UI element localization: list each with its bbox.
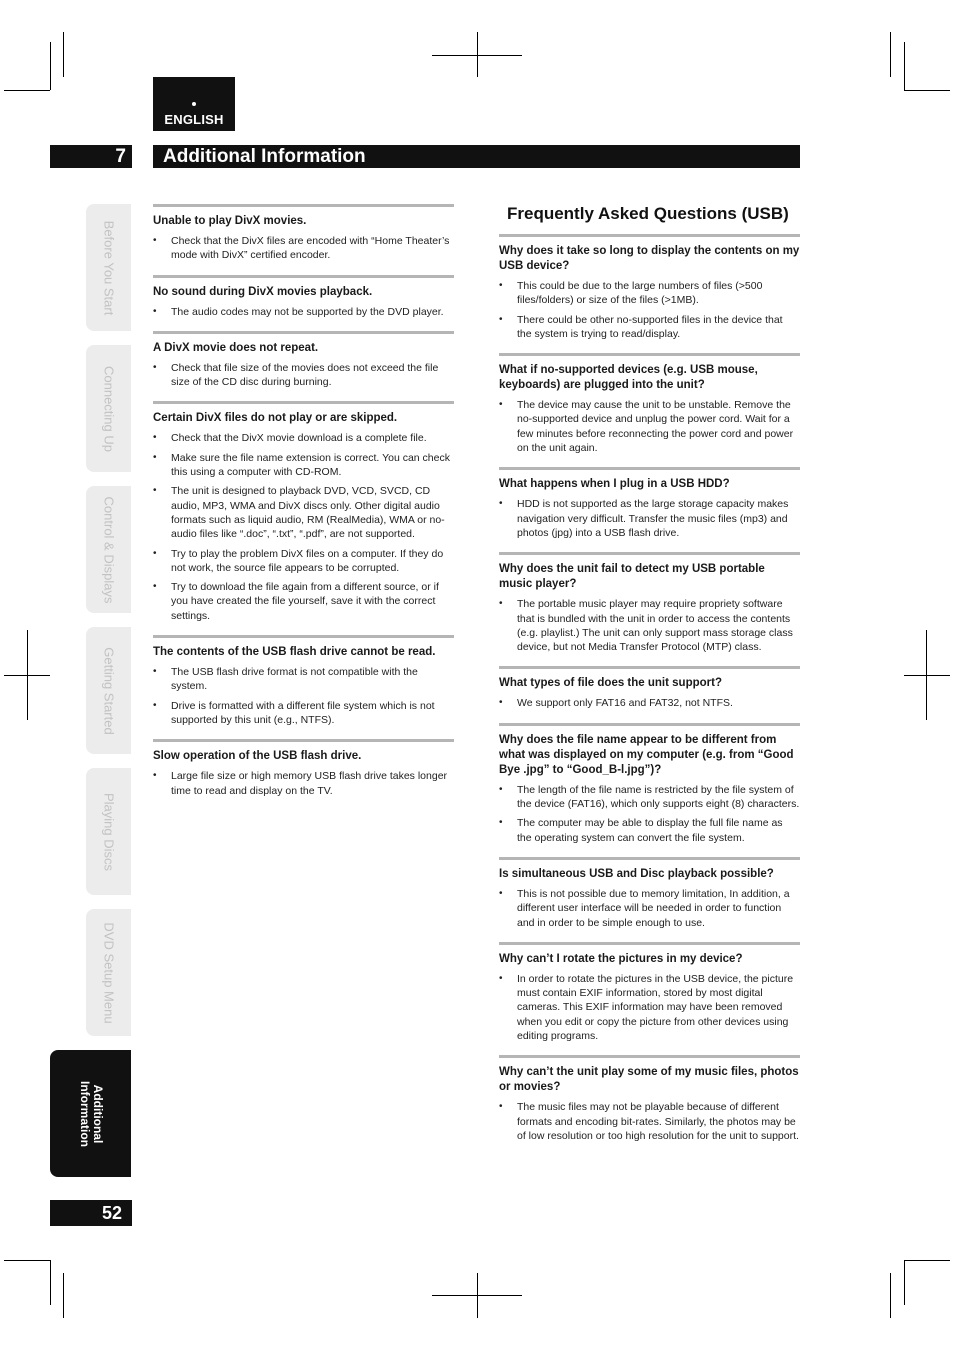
- side-tab-playing-discs[interactable]: [86, 768, 131, 895]
- list-item: • Try to download the file again from a different source, or if you have created the file yourself, save it with the correct settings.: [153, 580, 454, 623]
- section-title: Certain DivX files do not play or are skipped.: [153, 412, 398, 425]
- faq-item: [499, 942, 800, 1043]
- side-tab-dvd-setup-menu[interactable]: [86, 909, 131, 1036]
- faq-question: What happens when I plug in a USB HDD?: [499, 478, 730, 491]
- chapter-title: Additional Information: [153, 145, 800, 168]
- side-tab-label: Before You Start: [101, 220, 116, 315]
- faq-question: Why can’t I rotate the pictures in my device?: [499, 952, 743, 965]
- faq-question: What types of file does the unit support?: [499, 677, 722, 690]
- list-item: • The computer may be able to display the full file name as the operating system can convert the file system.: [499, 816, 800, 845]
- faq-column: [499, 200, 800, 1155]
- faq-item: [499, 1055, 800, 1143]
- section-title: A DivX movie does not repeat.: [153, 341, 319, 354]
- side-tab-label: DVD Setup Menu: [101, 921, 116, 1024]
- section-title: No sound during DivX movies playback.: [153, 285, 373, 298]
- side-tab-additional-information[interactable]: [50, 1050, 131, 1177]
- side-tab-label: Additional Information: [77, 1080, 105, 1147]
- list-item: • In order to rotate the pictures in the USB device, the picture must contain EXIF information, stored by most digital cameras. This EXIF information may have been removed when you edit or copy the picture from other devices using editing programs.: [499, 972, 800, 1043]
- list-item: • Drive is formatted with a different file system which is not supported by this unit (e.g., NTFS).: [153, 699, 454, 728]
- section: [153, 331, 454, 390]
- list-item: • We support only FAT16 and FAT32, not NTFS.: [499, 696, 800, 710]
- faq-item: [499, 552, 800, 654]
- list-item: • The length of the file name is restricted by the file system of the device (FAT16), which only supports eight (8) characters.: [499, 783, 800, 812]
- list-item: • Check that file size of the movies does not exceed the file size of the CD disc during burning.: [153, 361, 454, 390]
- list-item: • The USB flash drive format is not compatible with the system.: [153, 665, 454, 694]
- section-title: The contents of the USB flash drive cannot be read.: [153, 646, 436, 659]
- list-item: • This is not possible due to memory limitation, In addition, a different user interface will be needed in order to function and in order to be simple enough to use.: [499, 887, 800, 930]
- list-item: • The portable music player may require propriety software that is bundled with the unit in order to access the contents (e.g. playlist.) The unit can only support mass storage class device, but not Media Transfer Protocol (MTP) class.: [499, 597, 800, 654]
- faq-item: [499, 353, 800, 455]
- side-tab-control-displays[interactable]: [86, 486, 131, 613]
- faq-question: Is simultaneous USB and Disc playback possible?: [499, 867, 774, 880]
- section: [153, 401, 454, 623]
- list-item: • The device may cause the unit to be unstable. Remove the no-supported device and unplug the power cord. Wait for a few minutes before reconnecting the power cord and power on the unit again.: [499, 398, 800, 455]
- section-title: Unable to play DivX movies.: [153, 215, 307, 227]
- faq-item: [499, 234, 800, 341]
- list-item: • Check that the DivX files are encoded with “Home Theater’s mode with DivX” certified encoder.: [153, 234, 454, 263]
- list-item: • The music files may not be playable because of different formats and encoding bit-rates. Similarly, the photos may be of low resolution or too high resolution for the unit to support.: [499, 1100, 800, 1143]
- faq-question: Why does it take so long to display the contents on my USB device?: [499, 245, 800, 272]
- section: [153, 739, 454, 798]
- side-tab-label: Getting Started: [101, 646, 116, 735]
- list-item: • Check that the DivX movie download is a complete file.: [153, 431, 454, 445]
- side-tab-getting-started[interactable]: [86, 627, 131, 754]
- side-tab-label: Control & Displays: [101, 496, 116, 603]
- side-tab-before-you-start[interactable]: [86, 204, 131, 331]
- faq-question: Why can’t the unit play some of my music files, photos or movies?: [499, 1066, 799, 1094]
- side-tab-label: Playing Discs: [101, 792, 116, 871]
- side-tab-connecting-up[interactable]: [86, 345, 131, 472]
- list-item: • HDD is not supported as the large storage capacity makes navigation very difficult. Transfer the music files (mp3) and photos (jpg) into a USB flash drive.: [499, 497, 800, 540]
- list-item: • Large file size or high memory USB flash drive takes longer time to read and display on the TV.: [153, 769, 454, 798]
- faq-question: Why does the unit fail to detect my USB portable music player?: [499, 563, 765, 591]
- side-tab-label: Connecting Up: [101, 365, 116, 452]
- list-item: • The audio codes may not be supported by the DVD player.: [153, 305, 454, 319]
- faq-item: [499, 857, 800, 930]
- section: [153, 204, 454, 263]
- faq-item: [499, 666, 800, 710]
- list-item: • Try to play the problem DivX files on a computer. If they do not work, the source file appears to be corrupted.: [153, 547, 454, 576]
- list-item: • Make sure the file name extension is correct. You can check this using a computer with CD-ROM.: [153, 451, 454, 480]
- faq-item: [499, 723, 800, 845]
- chapter-number: 7: [50, 145, 132, 168]
- page-number: 52: [50, 1200, 132, 1226]
- faq-item: [499, 467, 800, 540]
- language-tab: [153, 77, 235, 131]
- list-item: • The unit is designed to playback DVD, VCD, SVCD, CD audio, MP3, WMA and DivX discs only. Other digital audio formats such as liquid audio, RM (RealMedia), WMA or no-audio files like “.doc”, “.txt”, “.pdf”, are not supported.: [153, 484, 454, 541]
- faq-heading: Frequently Asked Questions (USB): [507, 204, 789, 223]
- list-item: • This could be due to the large numbers of files (>500 files/folders) or size of the files (>1MB).: [499, 279, 800, 308]
- language-label: ENGLISH: [164, 112, 224, 127]
- section-title: Slow operation of the USB flash drive.: [153, 750, 362, 763]
- bullet-dot-icon: [192, 102, 196, 106]
- troubleshooting-column: [153, 204, 454, 810]
- faq-question: What if no-supported devices (e.g. USB mouse, keyboards) are plugged into the unit?: [499, 364, 758, 392]
- section: [153, 275, 454, 319]
- list-item: • There could be other no-supported files in the device that the system is trying to read/display.: [499, 313, 800, 342]
- faq-question: Why does the file name appear to be different from what was displayed on my computer (e.g. from “Good Bye .jpg” to “Good_B-l.jpg”)?: [499, 733, 794, 776]
- section: [153, 635, 454, 727]
